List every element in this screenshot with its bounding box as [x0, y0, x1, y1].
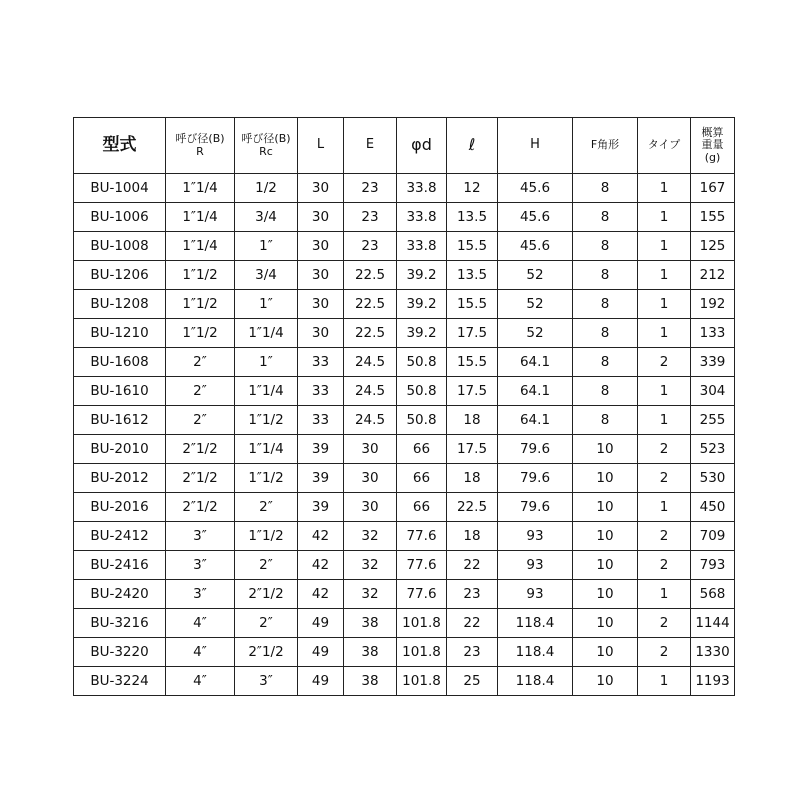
- cell-weight: 125: [691, 232, 735, 261]
- cell-ell: 12: [447, 174, 498, 203]
- cell-e: 23: [344, 232, 397, 261]
- header-h: H: [498, 118, 573, 174]
- cell-weight: 155: [691, 203, 735, 232]
- cell-phi-d: 101.8: [397, 667, 447, 696]
- cell-e: 30: [344, 493, 397, 522]
- cell-ell: 15.5: [447, 348, 498, 377]
- cell-type: 2: [638, 551, 691, 580]
- cell-e: 30: [344, 435, 397, 464]
- cell-f-hex: 8: [573, 406, 638, 435]
- cell-e: 32: [344, 522, 397, 551]
- cell-weight: 568: [691, 580, 735, 609]
- cell-model: BU-1608: [74, 348, 166, 377]
- cell-nominal-rc: 1″1/2: [235, 464, 298, 493]
- cell-nominal-rc: 2″: [235, 493, 298, 522]
- table-row: [74, 232, 735, 261]
- cell-phi-d: 101.8: [397, 638, 447, 667]
- header-weight: 概算 重量 (g): [691, 118, 735, 174]
- cell-model: BU-1004: [74, 174, 166, 203]
- table-row: [74, 174, 735, 203]
- cell-nominal-r: 4″: [166, 667, 235, 696]
- cell-nominal-rc: 1″1/4: [235, 319, 298, 348]
- cell-nominal-rc: 3″: [235, 667, 298, 696]
- cell-weight: 212: [691, 261, 735, 290]
- cell-phi-d: 33.8: [397, 203, 447, 232]
- cell-nominal-rc: 2″: [235, 551, 298, 580]
- cell-f-hex: 10: [573, 522, 638, 551]
- spec-table: [73, 117, 735, 696]
- cell-l: 33: [298, 406, 344, 435]
- table-row: [74, 580, 735, 609]
- cell-phi-d: 50.8: [397, 406, 447, 435]
- cell-weight: 709: [691, 522, 735, 551]
- cell-phi-d: 66: [397, 464, 447, 493]
- cell-model: BU-1206: [74, 261, 166, 290]
- cell-nominal-rc: 1″: [235, 348, 298, 377]
- cell-ell: 22.5: [447, 493, 498, 522]
- cell-nominal-rc: 2″1/2: [235, 638, 298, 667]
- cell-type: 2: [638, 638, 691, 667]
- cell-e: 24.5: [344, 377, 397, 406]
- cell-phi-d: 66: [397, 435, 447, 464]
- cell-nominal-r: 3″: [166, 522, 235, 551]
- cell-nominal-r: 2″: [166, 406, 235, 435]
- cell-nominal-r: 1″1/4: [166, 203, 235, 232]
- header-l: L: [298, 118, 344, 174]
- cell-ell: 13.5: [447, 203, 498, 232]
- cell-f-hex: 10: [573, 464, 638, 493]
- cell-ell: 17.5: [447, 319, 498, 348]
- cell-e: 38: [344, 638, 397, 667]
- cell-model: BU-2420: [74, 580, 166, 609]
- cell-h: 45.6: [498, 174, 573, 203]
- cell-l: 30: [298, 290, 344, 319]
- cell-type: 2: [638, 464, 691, 493]
- table-row: [74, 609, 735, 638]
- cell-e: 38: [344, 609, 397, 638]
- cell-type: 1: [638, 203, 691, 232]
- cell-ell: 15.5: [447, 290, 498, 319]
- cell-model: BU-2010: [74, 435, 166, 464]
- header-f-hex: F角形: [573, 118, 638, 174]
- cell-h: 93: [498, 551, 573, 580]
- cell-nominal-rc: 1″1/4: [235, 435, 298, 464]
- cell-nominal-rc: 1″1/4: [235, 377, 298, 406]
- cell-weight: 1330: [691, 638, 735, 667]
- cell-type: 1: [638, 290, 691, 319]
- cell-nominal-rc: 3/4: [235, 261, 298, 290]
- header-nominal-rc: 呼び径(B) Rc: [235, 118, 298, 174]
- cell-ell: 15.5: [447, 232, 498, 261]
- cell-f-hex: 8: [573, 290, 638, 319]
- cell-weight: 192: [691, 290, 735, 319]
- cell-model: BU-1210: [74, 319, 166, 348]
- header-ell: ℓ: [447, 118, 498, 174]
- cell-e: 30: [344, 464, 397, 493]
- table-row: [74, 319, 735, 348]
- cell-f-hex: 10: [573, 435, 638, 464]
- cell-model: BU-2412: [74, 522, 166, 551]
- cell-l: 33: [298, 377, 344, 406]
- cell-ell: 17.5: [447, 435, 498, 464]
- cell-nominal-r: 1″1/2: [166, 319, 235, 348]
- cell-h: 118.4: [498, 609, 573, 638]
- cell-weight: 167: [691, 174, 735, 203]
- cell-l: 42: [298, 580, 344, 609]
- cell-phi-d: 77.6: [397, 522, 447, 551]
- cell-weight: 1144: [691, 609, 735, 638]
- cell-h: 64.1: [498, 406, 573, 435]
- cell-model: BU-3220: [74, 638, 166, 667]
- cell-model: BU-2016: [74, 493, 166, 522]
- header-model: 型式: [74, 118, 166, 174]
- cell-nominal-rc: 2″: [235, 609, 298, 638]
- cell-type: 2: [638, 435, 691, 464]
- header-row: [74, 118, 735, 174]
- cell-nominal-r: 2″1/2: [166, 464, 235, 493]
- cell-model: BU-1006: [74, 203, 166, 232]
- cell-nominal-rc: 2″1/2: [235, 580, 298, 609]
- cell-model: BU-3216: [74, 609, 166, 638]
- table-row: [74, 667, 735, 696]
- cell-weight: 450: [691, 493, 735, 522]
- cell-h: 118.4: [498, 638, 573, 667]
- cell-weight: 339: [691, 348, 735, 377]
- cell-h: 93: [498, 580, 573, 609]
- cell-phi-d: 39.2: [397, 290, 447, 319]
- cell-phi-d: 50.8: [397, 348, 447, 377]
- cell-model: BU-2012: [74, 464, 166, 493]
- table-row: [74, 551, 735, 580]
- cell-f-hex: 10: [573, 551, 638, 580]
- cell-ell: 23: [447, 638, 498, 667]
- cell-l: 30: [298, 203, 344, 232]
- table-row: [74, 261, 735, 290]
- cell-l: 49: [298, 638, 344, 667]
- cell-e: 38: [344, 667, 397, 696]
- cell-f-hex: 8: [573, 348, 638, 377]
- cell-nominal-rc: 1/2: [235, 174, 298, 203]
- cell-model: BU-1008: [74, 232, 166, 261]
- cell-nominal-r: 3″: [166, 580, 235, 609]
- cell-e: 23: [344, 203, 397, 232]
- cell-phi-d: 33.8: [397, 174, 447, 203]
- cell-type: 1: [638, 232, 691, 261]
- cell-ell: 23: [447, 580, 498, 609]
- cell-type: 1: [638, 261, 691, 290]
- cell-f-hex: 10: [573, 609, 638, 638]
- table-row: [74, 290, 735, 319]
- cell-phi-d: 77.6: [397, 580, 447, 609]
- cell-h: 52: [498, 261, 573, 290]
- table-row: [74, 493, 735, 522]
- table-header: [74, 118, 735, 174]
- cell-type: 2: [638, 348, 691, 377]
- cell-weight: 530: [691, 464, 735, 493]
- cell-l: 30: [298, 174, 344, 203]
- cell-nominal-rc: 1″: [235, 290, 298, 319]
- cell-type: 1: [638, 580, 691, 609]
- header-e: E: [344, 118, 397, 174]
- cell-phi-d: 39.2: [397, 319, 447, 348]
- header-phi-d: φd: [397, 118, 447, 174]
- cell-nominal-rc: 1″1/2: [235, 522, 298, 551]
- cell-model: BU-3224: [74, 667, 166, 696]
- cell-h: 79.6: [498, 435, 573, 464]
- cell-weight: 523: [691, 435, 735, 464]
- cell-e: 22.5: [344, 290, 397, 319]
- cell-l: 42: [298, 522, 344, 551]
- cell-model: BU-1208: [74, 290, 166, 319]
- cell-ell: 18: [447, 406, 498, 435]
- cell-l: 49: [298, 667, 344, 696]
- cell-model: BU-1610: [74, 377, 166, 406]
- cell-type: 1: [638, 667, 691, 696]
- cell-nominal-r: 3″: [166, 551, 235, 580]
- cell-weight: 1193: [691, 667, 735, 696]
- cell-nominal-r: 1″1/4: [166, 174, 235, 203]
- cell-type: 1: [638, 319, 691, 348]
- cell-type: 2: [638, 522, 691, 551]
- cell-nominal-r: 2″: [166, 348, 235, 377]
- cell-type: 1: [638, 174, 691, 203]
- cell-e: 24.5: [344, 348, 397, 377]
- cell-h: 64.1: [498, 377, 573, 406]
- cell-weight: 255: [691, 406, 735, 435]
- cell-nominal-r: 1″1/2: [166, 261, 235, 290]
- cell-h: 52: [498, 290, 573, 319]
- table-row: [74, 377, 735, 406]
- cell-h: 45.6: [498, 232, 573, 261]
- cell-e: 23: [344, 174, 397, 203]
- cell-nominal-r: 1″1/4: [166, 232, 235, 261]
- cell-f-hex: 10: [573, 493, 638, 522]
- cell-l: 39: [298, 493, 344, 522]
- cell-h: 118.4: [498, 667, 573, 696]
- table-row: [74, 348, 735, 377]
- cell-phi-d: 66: [397, 493, 447, 522]
- table-row: [74, 406, 735, 435]
- cell-nominal-r: 2″1/2: [166, 493, 235, 522]
- cell-ell: 22: [447, 609, 498, 638]
- cell-ell: 25: [447, 667, 498, 696]
- cell-type: 1: [638, 493, 691, 522]
- cell-ell: 18: [447, 464, 498, 493]
- cell-ell: 17.5: [447, 377, 498, 406]
- cell-f-hex: 8: [573, 261, 638, 290]
- cell-f-hex: 8: [573, 203, 638, 232]
- cell-l: 39: [298, 464, 344, 493]
- cell-ell: 22: [447, 551, 498, 580]
- table-row: [74, 522, 735, 551]
- cell-h: 93: [498, 522, 573, 551]
- cell-phi-d: 77.6: [397, 551, 447, 580]
- cell-e: 24.5: [344, 406, 397, 435]
- cell-phi-d: 101.8: [397, 609, 447, 638]
- cell-f-hex: 8: [573, 232, 638, 261]
- cell-f-hex: 10: [573, 638, 638, 667]
- table-row: [74, 435, 735, 464]
- cell-l: 30: [298, 232, 344, 261]
- cell-type: 2: [638, 609, 691, 638]
- cell-weight: 133: [691, 319, 735, 348]
- cell-phi-d: 33.8: [397, 232, 447, 261]
- cell-nominal-r: 2″: [166, 377, 235, 406]
- header-nominal-r: 呼び径(B) R: [166, 118, 235, 174]
- cell-h: 52: [498, 319, 573, 348]
- table-row: [74, 203, 735, 232]
- cell-type: 1: [638, 377, 691, 406]
- cell-model: BU-2416: [74, 551, 166, 580]
- cell-f-hex: 8: [573, 174, 638, 203]
- cell-nominal-r: 2″1/2: [166, 435, 235, 464]
- cell-e: 22.5: [344, 319, 397, 348]
- cell-h: 79.6: [498, 493, 573, 522]
- cell-nominal-rc: 1″1/2: [235, 406, 298, 435]
- cell-f-hex: 8: [573, 319, 638, 348]
- cell-nominal-r: 1″1/2: [166, 290, 235, 319]
- table-row: [74, 638, 735, 667]
- cell-h: 45.6: [498, 203, 573, 232]
- table-body: [74, 174, 735, 696]
- cell-l: 30: [298, 319, 344, 348]
- cell-f-hex: 10: [573, 667, 638, 696]
- cell-weight: 793: [691, 551, 735, 580]
- header-type: タイプ: [638, 118, 691, 174]
- table-row: [74, 464, 735, 493]
- cell-type: 1: [638, 406, 691, 435]
- cell-nominal-r: 4″: [166, 638, 235, 667]
- cell-phi-d: 50.8: [397, 377, 447, 406]
- cell-nominal-rc: 1″: [235, 232, 298, 261]
- cell-e: 22.5: [344, 261, 397, 290]
- cell-nominal-rc: 3/4: [235, 203, 298, 232]
- cell-nominal-r: 4″: [166, 609, 235, 638]
- cell-phi-d: 39.2: [397, 261, 447, 290]
- cell-weight: 304: [691, 377, 735, 406]
- cell-ell: 18: [447, 522, 498, 551]
- cell-l: 33: [298, 348, 344, 377]
- cell-f-hex: 8: [573, 377, 638, 406]
- cell-e: 32: [344, 580, 397, 609]
- cell-ell: 13.5: [447, 261, 498, 290]
- cell-l: 30: [298, 261, 344, 290]
- cell-h: 64.1: [498, 348, 573, 377]
- cell-l: 39: [298, 435, 344, 464]
- cell-l: 42: [298, 551, 344, 580]
- cell-f-hex: 10: [573, 580, 638, 609]
- cell-l: 49: [298, 609, 344, 638]
- cell-model: BU-1612: [74, 406, 166, 435]
- cell-h: 79.6: [498, 464, 573, 493]
- cell-e: 32: [344, 551, 397, 580]
